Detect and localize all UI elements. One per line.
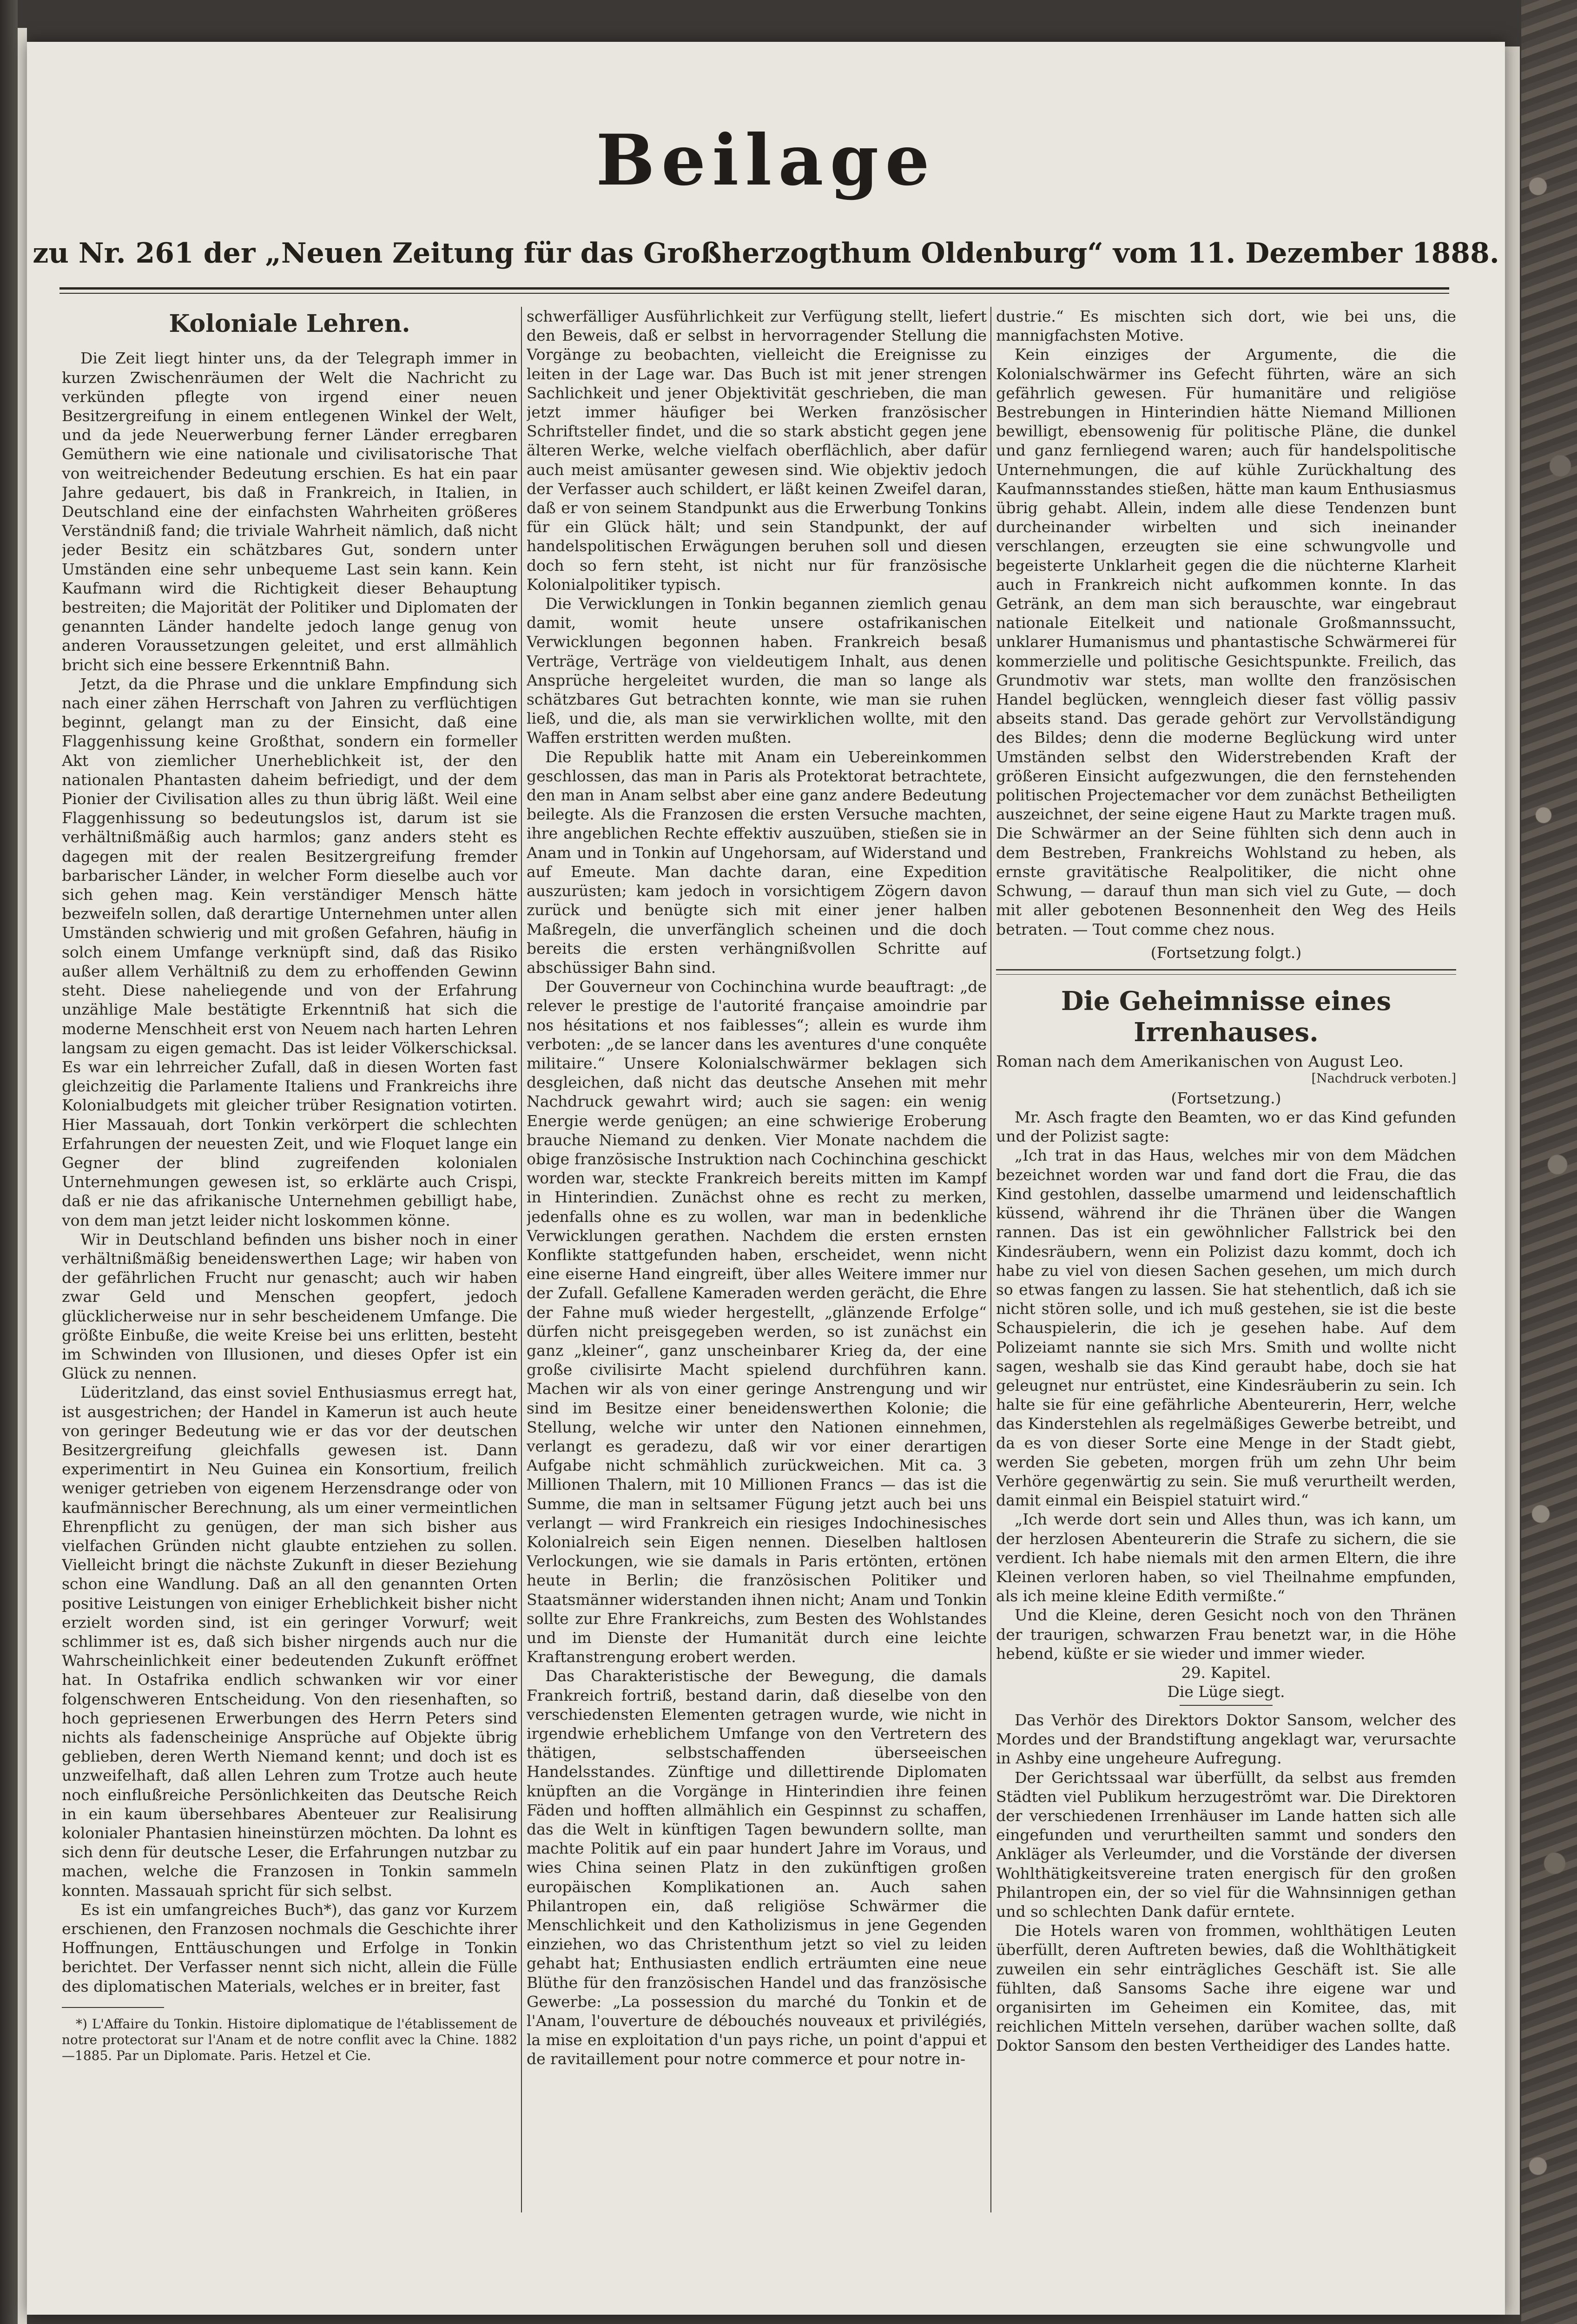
chapter-title: Die Lüge siegt. [1167,1682,1285,1701]
paragraph: Die Hotels waren von frommen, wohlthätigen Leuten überfüllt, deren Auftreten bewies, daß die Wohlthätigkeit zuweilen ein sehr einträgliches Geschäft ist. Sie alle fühlten, daß Sansoms Sache ihre eigene war und organisirten im Geheimen ein Komitee, das, mit reichlichen Mitteln versehen, darüber wachen sollte, daß Doktor Sansom den besten Vertheidiger des Landes hatte. [996,1921,1456,2055]
novel-byline: Roman nach dem Amerikanischen von August Leo. [996,1052,1404,1071]
column-3 [996,307,1456,2203]
paragraph: „Ich trat in das Haus, welches mir von dem Mädchen bezeichnet worden war und fand dort die Frau, die das Kind gestohlen, dasselbe umarmend und leidenschaftlich küssend, während ihr die Thränen über die Wangen rannen. Das ist ein gewöhnlicher Fallstrick bei den Kindesräubern, wenn ein Polizist dazu kommt, doch ich habe zu viel von diesen Sachen gesehen, um mich durch so etwas fangen zu lassen. Sie hat stehentlich, daß ich sie nicht stören solle, und ich muß gestehen, sie ist die beste Schauspielerin, die ich je gesehen habe. Auf dem Polizeiamt nannte sie sich Mrs. Smith und wollte nicht sagen, weshalb sie das Kind geraubt habe, doch sie hat geleugnet nur entrüstet, eine Kindesräuberin zu sein. Ich halte sie für eine gefährliche Abenteurerin, Herr, welche das Kinderstehlen als regelmäßiges Gewerbe betreibt, und da es von dieser Sorte eine Menge in der Stadt giebt, werden Sie gebeten, morgen früh um zehn Uhr beim Verhöre gegenwärtig zu sein. Sie muß verurtheilt werden, damit einmal ein Beispiel statuirt wird.“ [996,1146,1456,1510]
paragraph: Es ist ein umfangreiches Buch*), das ganz vor Kurzem erschienen, den Franzosen nochmals die Geschichte ihrer Hoffnungen, Enttäuschungen und Erfolge in Tonkin berichtet. Der Verfasser nennt sich nicht, allein die Fülle des diplomatischen Materials, welches er in breiter, fast [62,1900,517,1995]
paragraph: Der Gouverneur von Cochinchina wurde beauftragt: „de relever le prestige de l'autorité française amoindrie par nos hésitations et nos faiblesses“; allein es wurde ihm verboten: „de se lancer dans les aventures d'une conquête militaire.“ Unsere Kolonialschwärmer beklagen sich desgleichen, daß nicht das deutsche Ansehen mit mehr Nachdruck gewahrt wird; auch sie sagen: ein wenig Energie werde genügen; an eine schwierige Eroberung brauche Niemand zu denken. Vier Monate nachdem die obige französische Instruktion nach Cochinchina geschickt worden war, steckte Frankreich bereits mitten im Kampf in Hinterindien. Zunächst ohne es recht zu merken, jedenfalls ohne es zu wollen, war man in bedenkliche Verwicklungen gerathen. Nachdem die ersten ernsten Konflikte stattgefunden haben, erscheidet, wenn nicht eine eiserne Hand eingreift, über alles Weitere immer nur der Zufall. Gefallene Kameraden werden gerächt, die Ehre der Fahne muß wieder hergestellt, „glänzende Erfolge“ dürfen nicht preisgegeben werden, so ist zunächst ein ganz „kleiner“, ganz unscheinbarer Krieg da, der eine große civilisirte Macht spielend durchführen kann. Machen wir als von einer geringe Anstrengung und wir sind im Besitze einer beneidenswerthen Kolonie; die Stellung, welche wir unter den Nationen einnehmen, verlangt es geradezu, daß wir vor einer derartigen Aufgabe nicht schmählich zurückweichen. Mit ca. 3 Millionen Thalern, mit 10 Millionen Francs — das ist die Summe, die man in seltsamer Fügung jetzt auch bei uns verlangt — wird Frankreich ein riesiges Indochinesisches Kolonialreich sein Eigen nennen. Dieselben haltlosen Verlockungen, wie sie damals in Paris ertönten, ertönen heute in Berlin; die französischen Politiker und Staatsmänner widerstanden ihnen nicht; Anam und Tonkin sollte zur Ehre Frankreichs, zum Besten des Wohlstandes und im Dienste der Humanität durch eine leichte Kraftanstrengung erobert werden. [527,977,987,1666]
header-rule [59,287,1449,290]
paragraph: Die Zeit liegt hinter uns, da der Telegraph immer in kurzen Zwischenräumen der Welt die Nachricht zu verkünden pflegte von irgend einer neuen Besitzergreifung in einem entlegenen Winkel der Welt, und da jede Neuerwerbung ferner Länder erregbaren Gemüthern wie eine nationale und civilisatorische That von weitreichender Bedeutung erschien. Es hat ein paar Jahre gedauert, bis daß in Frankreich, in Italien, in Deutschland eine der einfachsten Wahrheiten größeres Verständniß fand; die triviale Wahrheit nämlich, daß nicht jeder Besitz ein schätzbares Gut, sondern unter Umständen eine sehr unbequeme Last sein kann. Kein Kaufmann wird die Richtigkeit dieser Behauptung bestreiten; die Majorität der Politiker und Diplomaten der genannten Länder handelte jedoch lange genug von anderen Voraussetzungen geleitet, und erst allmählich bricht sich eine bessere Erkenntniß Bahn. [62,349,517,674]
novel-title: Die Geheimnisse eines Irrenhauses. [1061,985,1392,1048]
section-rule-thin [996,974,1456,975]
page-title: Beilage [596,119,936,201]
paragraph: Der Gerichtssaal war überfüllt, da selbst aus fremden Städten viel Publikum herzugeströmt war. Die Direktoren der verschiedenen Irrenhäuser im Lande hatten sich alle eingefunden und verurtheilten sammt und sonders den Ankläger als Verleumder, und die Vorstände der diversen Wohlthätigkeitsvereine traten energisch für den großen Philantropen ein, der so viel für die Wahnsinnigen gethan und so schlechten Dank dafür erntete. [996,1768,1456,1921]
reprint-notice: [Nachdruck verboten.] [1311,1071,1456,1086]
paragraph: Die Verwicklungen in Tonkin begannen ziemlich genau damit, womit heute unsere ostafrikanischen Verwicklungen begonnen haben. Frankreich besaß Verträge, Verträge von vieldeutigem Inhalt, aus denen Ansprüche hergeleitet wurden, die man so lange als schätzbares Gut betrachten konnte, wie man sie ruhen ließ, und die, als man sie verwirklichen wollte, mit den Waffen erstritten werden mußten. [527,594,987,747]
footnote-rule [62,2007,164,2008]
paragraph: Und die Kleine, deren Gesicht noch von den Thränen der traurigen, schwarzen Frau benetzt war, in die Höhe hebend, küßte er sie wieder und immer wieder. [996,1606,1456,1663]
paragraph: Jetzt, da die Phrase und die unklare Empfindung sich nach einer zähen Herrschaft von Jahren zu verflüchtigen beginnt, gelangt man zu der Einsicht, daß eine Flaggenhissung keine Großthat, sondern ein formeller Akt von ziemlicher Unerheblichkeit ist, der den nationalen Phantasten daheim befriedigt, und der dem Pionier der Civilisation alles zu thun übrig läßt. Weil eine Flaggenhissung so bedeutungslos ist, darum ist sie verhältnißmäßig auch harmlos; ganz anders steht es dagegen mit der realen Besitzergreifung fremder barbarischer Länder, in welcher Form dieselbe auch vor sich gehen mag. Kein verständiger Mensch hätte bezweifeln sollen, daß derartige Unternehmen unter allen Umständen schwierig und mit großen Gefahren, häufig in solch einem Umfange verknüpft sind, daß das Risiko außer allem Verhältniß zu dem zu erhoffenden Gewinn steht. Diese naheliegende und von der Erfahrung unzählige Male bestätigte Erkenntniß hat sich die moderne Menschheit erst von Neuem nach harten Lehren langsam zu eigen gemacht. Das ist leider Völkerschicksal. Es war ein lehrreicher Zufall, daß in diesen Worten fast gleichzeitig die Parlamente Italiens und Frankreichs ihre Kolonialbudgets mit gleicher trüber Resignation votirten. Hier Massauah, dort Tonkin verkörpert die schlechten Erfahrungen der neuesten Zeit, und wie Floquet lange ein Gegner der blind zugreifenden kolonialen Unternehmungen gewesen ist, so erklärte auch Crispi, daß er nie das afrikanische Unternehmen gebilligt habe, von dem man jetzt leider nicht loskommen könne. [62,674,517,1229]
header-rule-thin [59,293,1449,294]
issue-line: zu Nr. 261 der „Neuen Zeitung für das Großherzogthum Oldenburg“ vom 11. Dezember 1888. [33,237,1499,270]
marbled-cover [1521,0,1577,2324]
continuation-label: (Fortsetzung.) [1171,1089,1281,1108]
paragraph: Kein einziges der Argumente, die die Kolonialschwärmer ins Gefecht führten, wäre an sich gefährlich gewesen. Für humanitäre und religiöse Bestrebungen in Hinterindien hätte Niemand Millionen bewilligt, ebensowenig für politische Pläne, die dunkel und ganz fernliegend waren; auch für handelspolitische Unternehmungen, die auf kühle Zurückhaltung des Kaufmannsstandes stießen, hätte man kaum Enthusiasmus übrig gehabt. Allein, indem alle diese Tendenzen bunt durcheinander wirbelten und sich ineinander verschlangen, erzeugten sie eine schwungvolle und begeisterte Unklarheit gegen die die nüchterne Klarheit auch in Frankreich nicht aufkommen konnte. In das Getränk, an dem man sich berauschte, war eingebraut nationale Eitelkeit und nationale Großmannssucht, unklarer Humanismus und phantastische Schwärmerei für kommerzielle und politische Gesichtspunkte. Freilich, das Grundmotiv war stets, man wollte den französischen Handel beglücken, wenngleich dieser fast völlig passiv abseits stand. Das gerade gehört zur Vervollständigung des Bildes; denn die moderne Beglückung wird unter Umständen selbst den Widerstrebenden Kraft der größeren Einsicht aufgezwungen, die den fernstehenden politischen Projectemacher vor dem zunächst Betheiligten auszeichnet, der seine eigene Haut zu Markte tragen muß. Die Schwärmer an der Seine fühlten sich denn auch in dem Bestreben, Frankreichs Wohlstand zu heben, als ernste gravitätische Realpolitiker, die nicht ohne Schwung, — darauf thun man sich viel zu Gute, — doch mit aller gebotenen Besonnenheit den Weg des Heils betraten. — Tout comme chez nous. [996,345,1456,938]
column-2 [527,307,987,2203]
footnote: *) L'Affaire du Tonkin. Histoire diplomatique de l'établissement de notre protectorat sur l'Anam et de notre conflit avec la Chine. 1882—1885. Par un Diplomate. Paris. Hetzel et Cie. [62,2016,517,2063]
article-title: Koloniale Lehren. [169,310,410,338]
masthead [27,119,1505,201]
paragraph: „Ich werde dort sein und Alles thun, was ich kann, um der herzlosen Abenteurerin die Strafe zu sichern, die sie verdient. Ich habe niemals mit den armen Eltern, die ihre Kleinen verloren haben, so viel Theilnahme empfunden, als ich meine kleine Edith vermißte.“ [996,1510,1456,1605]
paragraph: Das Charakteristische der Bewegung, die damals Frankreich fortriß, bestand darin, daß dieselbe von den verschiedensten Elementen getragen wurde, wie nicht in irgendwie erheblichem Umfange von den Vertretern des thätigen, selbstschaffenden überseeischen Handelsstandes. Zünftige und dillettirende Diplomaten knüpften an die Vorgänge in Hinterindien ihre feinen Fäden und hofften allmählich ein Gespinnst zu schaffen, das die Welt in künftigen Tagen bewundern sollte, man machte Politik auf ein paar hundert Jahre im Voraus, und wies China seinen Platz in den zukünftigen großen europäischen Komplikationen an. Auch sahen Philantropen ein, daß religiöse Schwärmer die Menschlichkeit und den Katholizismus in jene Gegenden einziehen, wo das Christenthum jetzt so viel zu leiden gehabt hat; Enthusiasten endlich erträumten eine neue Blüthe für den französischen Handel und das französische Gewerbe: „La possession du marché du Tonkin et de l'Anam, l'ouverture de débouchés nouveaux et privilégiés, la mise en exploitation d'un pays riche, un point d'appui et de ravitaillement pour notre commerce et pour notre in- [527,1667,987,2068]
previous-page-edge [18,28,27,2324]
column-divider [990,307,991,2212]
newspaper-page [27,42,1505,2315]
column-divider [521,307,522,2212]
chapter-number: 29. Kapitel. [1181,1663,1271,1682]
paragraph: schwerfälliger Ausführlichkeit zur Verfügung stellt, liefert den Beweis, daß er selbst in hervorragender Stellung die Vorgänge zu beobachten, vielleicht die Ereignisse zu leiten in der Lage war. Das Buch ist mit jener strengen Sachlichkeit und jener Objektivität geschrieben, die man jetzt immer häufiger bei Werken französischer Schriftsteller findet, und die so stark absticht gegen jene älteren Werke, welche vielfach oberflächlich, aber dafür auch meist amüsanter gewesen sind. Wie objektiv jedoch der Verfasser auch schildert, er läßt keinen Zweifel daran, daß er von seinem Standpunkt aus die Erwerbung Tonkins für ein Glück hält; und sein Standpunkt, der auf handelspolitischen Erwägungen beruhen soll und diesen doch so fern steht, ist nicht nur für französische Kolonialpolitiker typisch. [527,307,987,594]
paragraph: Wir in Deutschland befinden uns bisher noch in einer verhältnißmäßig beneidenswerthen Lage; wir haben von der gefährlichen Frucht nur genascht; auch wir haben zwar Geld und Menschen geopfert, jedoch glücklicherweise nur in sehr bescheidenem Umfange. Die größte Einbuße, die weite Kreise bei uns erlitten, besteht im Schwinden von Illusionen, und dieses Opfer ist ein Glück zu nennen. [62,1230,517,1383]
column-1 [62,307,517,2203]
paragraph: Das Verhör des Direktors Doktor Sansom, welcher des Mordes und der Brandstiftung angeklagt war, verursachte in Ashby eine ungeheure Aufregung. [996,1710,1456,1768]
paragraph: Mr. Asch fragte den Beamten, wo er das Kind gefunden und der Polizist sagte: [996,1108,1456,1146]
paragraph: dustrie.“ Es mischten sich dort, wie bei uns, die mannigfachsten Motive. [996,307,1456,345]
paragraph: Die Republik hatte mit Anam ein Uebereinkommen geschlossen, das man in Paris als Protektorat betrachtete, den man in Anam selbst aber eine ganz andere Bedeutung beilegte. Als die Franzosen die ersten Versuche machten, ihre angeblichen Rechte effektiv auszuüben, stießen sie in Anam und in Tonkin auf Ungehorsam, auf Widerstand und auf Emeute. Man dachte daran, eine Expedition auszurüsten; kam jedoch in vorsichtigem Zögern davon zurück und benügte sich mit einer jener halben Maßregeln, die unverfänglich scheinen und die doch bereits die ersten verhängnißvollen Schritte auf abschüssiger Bahn sind. [527,747,987,977]
chapter-rule [1180,1705,1273,1706]
continuation-note: (Fortsetzung folgt.) [1150,943,1302,962]
section-rule [996,969,1456,971]
paragraph: Lüderitzland, das einst soviel Enthusiasmus erregt hat, ist ausgestrichen; der Handel in Kamerun ist auch heute von geringer Bedeutung wie er das vor der deutschen Besitzergreifung gleichfalls gewesen ist. Dann experimentirt in Neu Guinea ein Konsortium, freilich weniger getrieben von eigenem Herzensdrange oder von kaufmännischer Berechnung, als um einer vermeintlichen Ehrenpflicht zu genügen, der man sich bisher aus vielfachen Gründen nicht glaubte entziehen zu sollen. Vielleicht bringt die nächste Zukunft in dieser Beziehung schon eine Wandlung. Daß an all den genannten Orten positive Leistungen von einiger Erheblichkeit bisher nicht erzielt worden sind, ist ein geringer Vorwurf; weit schlimmer ist es, daß sich bisher nirgends auch nur die Wahrscheinlichkeit einer bedeutenden Zukunft eröffnet hat. In Ostafrika endlich schwanken wir vor einer folgenschweren Entscheidung. Von den riesenhaften, so hoch gepriesenen Erwerbungen des Herrn Peters sind nichts als fadenscheinige Ansprüche auf Objekte übrig geblieben, deren Werth Niemand kennt; und doch ist es unzweifelhaft, daß allen Lehren zum Trotze auch heute noch einflußreiche Persönlichkeiten das Deutsche Reich in ein kaum übersehbares Abenteuer zur Realisirung kolonialer Phantasien hineinstürzen möchten. Da lohnt es sich denn für deutsche Leser, die Erfahrungen nutzbar zu machen, welche die Franzosen in Tonkin sammeln konnten. Massauah spricht für sich selbst. [62,1383,517,1900]
binding-edge [0,0,18,2324]
